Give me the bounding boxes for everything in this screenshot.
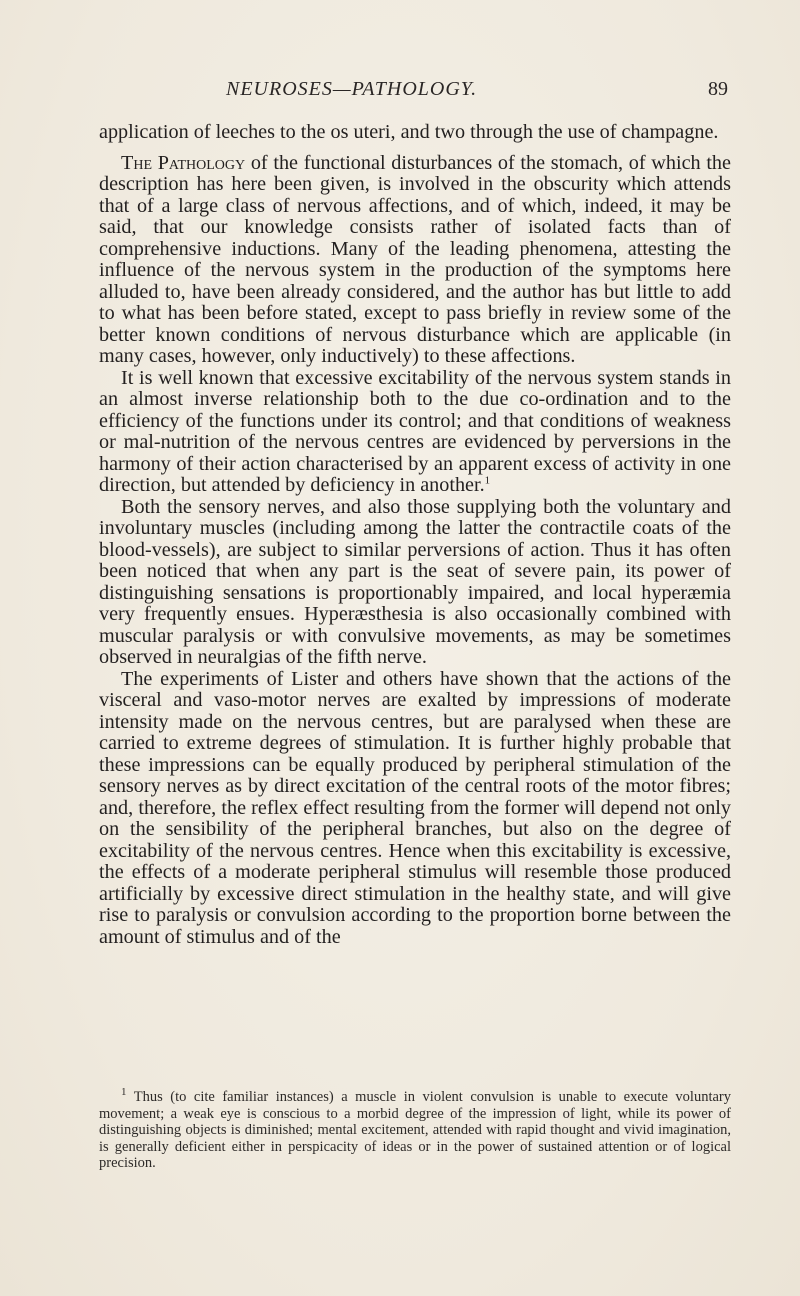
section-lead-in: The Pathology [121,151,246,174]
paragraph-excitability-text: It is well known that excessive excitability of the nervous system stands in an almost inverse relationship both to the due co-ordination and to the efficiency of the functions under its control; and that conditions of weakness or mal-nutrition of the nervous centres are evidenced by perversions in the harmony of their action characterised by an apparent excess of activity in one direction, but attended by deficiency in another. [99,366,731,496]
paragraph-pathology [99,153,731,368]
paragraph-sensory-nerves: Both the sensory nerves, and also those supplying both the voluntary and involuntary muscles (including among the latter the contractile coats of the blood-vessels), are subject to similar perversions of action. Thus it has often been noticed that when any part is the seat of severe pain, its power of distinguishing sensations is proportionably impaired, and local hyperæmia very frequently ensues. Hyperæsthesia is also occasionally combined with muscular paralysis or with convulsive movements, as may be sometimes observed in neuralgias of the fifth nerve. [99,495,731,668]
paragraph-pathology-text: of the functional disturbances of the stomach, of which the description has here been given, is involved in the obscurity which attends that of a large class of nervous affections, and of which, indeed, it may be said, that our knowledge consists rather of isolated facts than of comprehensive inductions. Many of the leading phenomena, attesting the influence of the nervous system in the production of the symptoms here alluded to, have been already considered, and the author has but little to add to what has been before stated, except to pass briefly in review some of the better known conditions of nervous disturbance which are applicable (in many cases, however, only inductively) to these affections. [99,151,731,367]
paragraph-lister-experiments: The experiments of Lister and others have shown that the actions of the visceral and vaso-motor nerves are exalted by impressions of moderate intensity made on the nervous centres, but are paralysed when these are carried to extreme degrees of stimulation. It is further highly probable that these impressions can be equally produced by peripheral stimulation of the sensory nerves as by direct excitation of the central roots of the motor fibres; and, therefore, the reflex effect resulting from the former will depend not only on the sensibility of the peripheral branches, but also on the degree of excitability of the nervous centres. Hence when this excitability is excessive, the effects of a moderate peripheral stimulus will resemble those produced artificially by excessive direct stimulation in the healthy state, and will give rise to paralysis or convulsion according to the proportion borne between the amount of stimulus and of the [99,667,731,948]
footnote-text: Thus (to cite familiar instances) a muscle in violent convulsion is unable to execute voluntary movement; a weak eye is conscious to a morbid degree of the impression of light, while its power of distinguishing objects is diminished; mental excitement, attended with rapid thought and vivid imagination, is generally deficient either in perspicacity of ideas or in the power of sustained attention or of logical precision. [99,1089,731,1172]
paragraph-excitability [99,368,731,497]
footnote [99,1086,731,1172]
page-number: 89 [708,78,728,100]
body-text [99,122,731,948]
footnote-reference: 1 [484,474,491,487]
running-title: NEUROSES—PATHOLOGY. [226,78,478,100]
paragraph-continued: application of leeches to the os uteri, and two through the use of champagne. [99,121,719,143]
footnote-mark: 1 [121,1086,127,1099]
